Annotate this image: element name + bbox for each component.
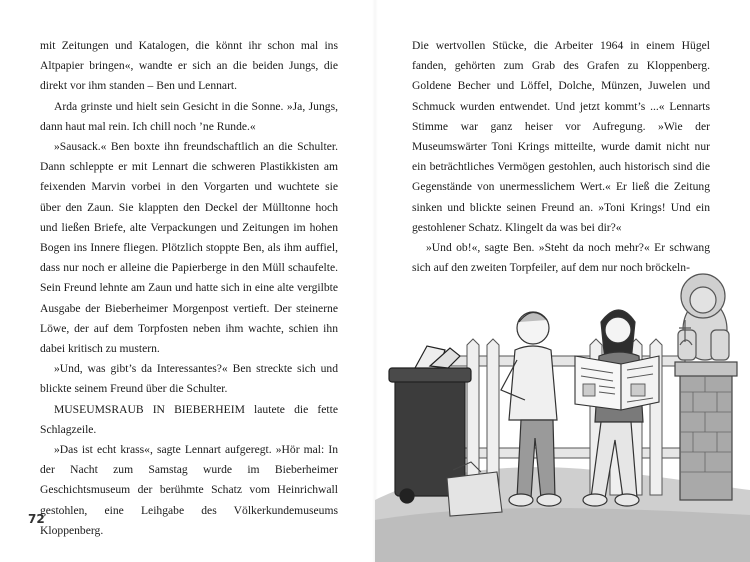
left-page-text — [40, 36, 338, 541]
paragraph: Arda grinste und hielt sein Gesicht in die Sonne. »Ja, Jungs, dann haut mal rein. Ich chill noch ’ne Runde.« — [40, 99, 338, 133]
paragraph: mit Zeitungen und Katalogen, die könnt ihr schon mal ins Altpapier bringen«, wandte er sich an die beiden Jungs, die direkt vor ihm standen – Ben und Lennart. — [40, 39, 338, 93]
page-number: 72 — [28, 512, 45, 526]
headline-paragraph: MUSEUMSRAUB IN BIEBERHEIM lautete die fette Schlagzeile. — [40, 402, 338, 436]
right-page — [375, 0, 750, 562]
paragraph: »Sausack.« Ben boxte ihn freundschaftlich an die Schulter. Dann schleppte er mit Lennart die schweren Plastikkisten am feixenden Marvin vorbei in den Vorgarten und wuchtete sie über den Zaun. Sie klappten den Deckel der Mülltonne hoch und ließen Briefe, alte Verpackungen und Zeitungen im hohen Bogen ins Innere fliegen. Plötzlich stoppte Ben, als ihm auffiel, dass nur noch er alleine die Papierberge in den Müll schaufelte. Sein Freund lehnte am Zaun und hatte sich in eine alte vergilbte Ausgabe der Bieberheimer Morgenpost vertieft. Der steinerne Löwe, der auf dem Torpfosten neben ihm wachte, schien ihn dabei kritisch zu mustern. — [40, 140, 338, 356]
paragraph: »Das ist echt krass«, sagte Lennart aufgeregt. »Hör mal: In der Nacht zum Samstag wurde im Bieberheimer Geschichtsmuseum der berühmte Schatz vom Heinrichwall gestohlen, eine Leihgabe des Völkerkundemuseums Kloppenberg. — [40, 443, 338, 537]
illustration — [375, 0, 750, 562]
paragraph: Die wertvollen Stücke, die Arbeiter 1964 in einem Hügel fanden, gehörten zum Grab des Grafen zu Kloppenberg. Goldene Becher und Löffel, Dolche, Münzen, Juwelen und Schmuck wurden entwendet. Und jetzt kommt’s ...« Lennarts Stimme war ganz heiser vor Aufregung. »Wie der Museumswärter Toni Krings mitteilte, wurde damit nicht nur ein beträchtliches Vermögen gestohlen, auch historisch sind die Gegenstände von unermesslichem Wert.« Er ließ die Zeitung sinken und blickte seinen Freund an. »Toni Krings! Und ein gestohlener Schatz. Klingelt da was bei dir?« — [412, 39, 710, 234]
paragraph: »Und, was gibt’s da Interessantes?« Ben streckte sich und blickte seinem Freund über die Schulter. — [40, 362, 338, 396]
paragraph: »Und ob!«, sagte Ben. »Steht da noch mehr?« Er schwang sich auf den zweiten Torpfeiler, auf dem nur noch bröckeln- — [412, 241, 710, 275]
